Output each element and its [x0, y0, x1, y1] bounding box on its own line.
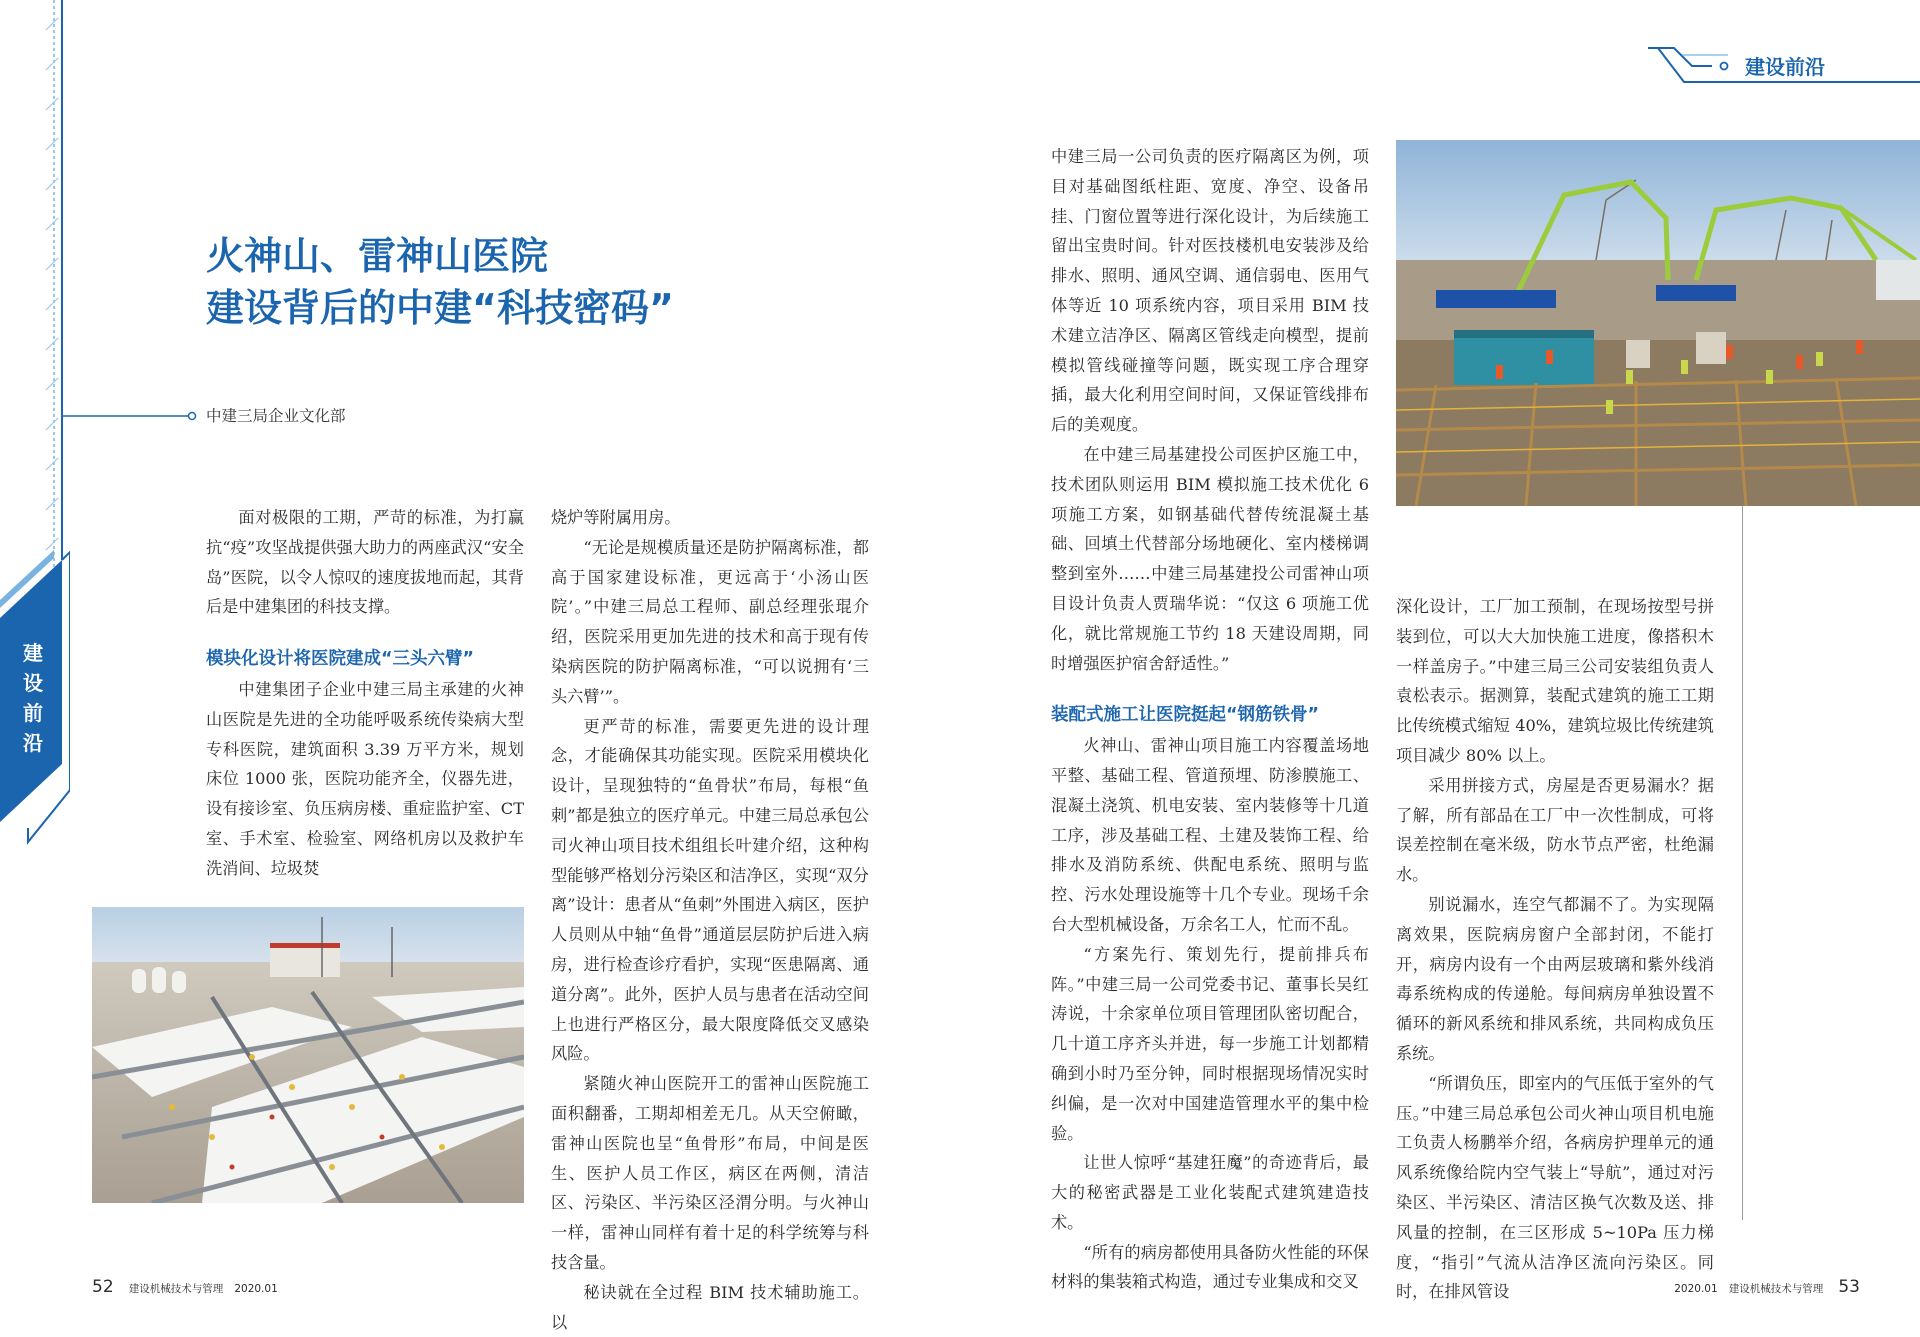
- paragraph: 在中建三局基建投公司医护区施工中，技术团队则运用 BIM 模拟施工技术优化 6 项施工方案，如钢基础代替传统混凝土基础、回填土代替部分场地硬化、室内楼梯调整到室外……中建三局基建投公司雷神山项目设计负责人贾瑞华说：“仅这 6 项施工优化，就比常规施工节约 18 天建设周期，同时增强医护宿舍舒适性。”: [1051, 444, 1369, 673]
- paragraph: “所有的病房都使用具备防火性能的环保材料的集装箱式构造，通过专业集成和交叉: [1051, 1242, 1369, 1292]
- left-footer: [92, 1277, 472, 1297]
- right-issue: 2020.01: [1674, 1283, 1718, 1295]
- side-tab-char: 设: [23, 671, 43, 695]
- side-tab-label: [15, 638, 51, 758]
- author: 中建三局企业文化部: [206, 407, 346, 425]
- article-title: [206, 230, 806, 334]
- left-page-number: 52: [92, 1277, 114, 1297]
- paragraph: 中建三局一公司负责的医疗隔离区为例，项目对基础图纸柱距、宽度、净空、设备吊挂、门窗位置等进行深化设计，为后续施工留出宝贵时间。针对医技楼机电安装涉及给排水、照明、通风空调、通信弱电、医用气体等近 10 项系统内容，项目采用 BIM 技术建立洁净区、隔离区管线走向模型，提前模拟管线碰撞等问题，既实现工序合理穿插，最大化利用空间时间，又保证管线排布后的美观度。: [1051, 147, 1369, 435]
- paragraph: “无论是规模质量还是防护隔离标准，都高于国家建设标准，更远高于‘小汤山医院’。”中建三局总工程师、副总经理张琨介绍，医院采用更加先进的技术和高于现有传染病医院的防护隔离标准，“可以说拥有‘三头六臂’”。: [551, 537, 869, 706]
- paragraph: “方案先行、策划先行，提前排兵布阵。”中建三局一公司党委书记、董事长吴红涛说，十余家单位项目管理团队密切配合，几十道工序齐头并进，每一步施工计划都精确到小时乃至分钟，同时根据现场情况实时纠偏，是一次对中国建造管理水平的集中检验。: [1051, 944, 1369, 1143]
- right-page-number: 53: [1838, 1277, 1860, 1297]
- column-1: [206, 503, 524, 884]
- photo-leishenshan-construction-site: [92, 907, 524, 1203]
- side-tab-char: 建: [23, 641, 43, 665]
- author-rule: [62, 410, 198, 422]
- paragraph: 烧炉等附属用房。: [551, 508, 681, 527]
- paragraph: 采用拼接方式，房屋是否更易漏水？据了解，所有部品在工厂中一次性制成，可将误差控制在毫米级，防水节点严密，杜绝漏水。: [1396, 775, 1714, 885]
- paragraph: 秘诀就在全过程 BIM 技术辅助施工。以: [551, 1282, 869, 1332]
- left-journal-name: 建设机械技术与管理: [128, 1283, 224, 1295]
- right-journal-name: 建设机械技术与管理: [1728, 1283, 1824, 1295]
- column-divider: [1742, 506, 1743, 1220]
- photo-huoshenshan-foundation-work: [1396, 140, 1920, 506]
- paragraph: 更严苛的标准，需要更先进的设计理念，才能确保其功能实现。医院采用模块化设计，呈现独特的“鱼骨状”布局，每根“鱼刺”都是独立的医疗单元。中建三局总承包公司火神山项目技术组组长叶建介绍，这种构型能够严格划分污染区和洁净区，实现“双分离”设计：患者从“鱼刺”外围进入病区，医护人员则从中轴“鱼骨”通道层层防护后进入病房，进行检查诊疗看护，实现“医患隔离、通道分离”。此外，医护人员与患者在活动空间上也进行严格区分，最大限度降低交叉感染风险。: [551, 716, 869, 1064]
- section-label: 建设前沿: [1745, 55, 1825, 79]
- subheading-prefab-construction: 装配式施工让医院挺起“钢筋铁骨”: [1051, 705, 1320, 726]
- right-footer: [1560, 1277, 1860, 1297]
- title-line-1: 火神山、雷神山医院: [206, 234, 549, 278]
- paragraph: 深化设计，工厂加工预制，在现场按型号拼装到位，可以大大加快施工进度，像搭积木一样盖房子。”中建三局三公司安装组负责人袁松表示。据测算，装配式建筑的施工工期比传统模式缩短 40%，建筑垃圾比传统建筑项目减少 80% 以上。: [1396, 597, 1714, 765]
- paragraph: 火神山、雷神山项目施工内容覆盖场地平整、基础工程、管道预埋、防渗膜施工、混凝土浇筑、机电安装、室内装修等十几道工序，涉及基础工程、土建及装饰工程、给排水及消防系统、供配电系统、照明与监控、污水处理设施等十几个专业。现场千余台大型机械设备，万余名工人，忙而不乱。: [1051, 736, 1369, 934]
- subheading-modular-design: 模块化设计将医院建成“三头六臂”: [206, 649, 475, 670]
- column-2: [551, 503, 869, 1337]
- paragraph: 面对极限的工期，严苛的标准，为打赢抗“疫”攻坚战提供强大助力的两座武汉“安全岛”医院，以令人惊叹的速度拔地而起，其背后是中建集团的科技支撑。: [206, 508, 524, 617]
- paragraph: 紧随火神山医院开工的雷神山医院施工面积翻番，工期却相差无几。从天空俯瞰，雷神山医院也呈“鱼骨形”布局，中间是医生、医护人员工作区，病区在两侧，清洁区、污染区、半污染区泾渭分明。与火神山一样，雷神山同样有着十足的科学统筹与科技含量。: [551, 1074, 869, 1272]
- paragraph: 让世人惊呼“基建狂魔”的奇迹背后，最大的秘密武器是工业化装配式建筑建造技术。: [1051, 1153, 1369, 1232]
- paragraph: “所谓负压，即室内的气压低于室外的气压。”中建三局总承包公司火神山项目机电施工负责人杨鹏举介绍，各病房护理单元的通风系统像给院内空气装上“导航”，通过对污染区、半污染区、清洁区换气次数及送、排风量的控制，在三区形成 5~10Pa 压力梯度，“指引”气流从洁净区流向污染区。同时，在排风管设: [1396, 1073, 1714, 1302]
- side-tab-char: 前: [23, 701, 43, 725]
- paragraph: 中建集团子企业中建三局主承建的火神山医院是先进的全功能呼吸系统传染病大型专科医院，建筑面积 3.39 万平方米，规划床位 1000 张，医院功能齐全，仪器先进，设有接诊室、负压病房楼、重症监护室、CT 室、手术室、检验室、网络机房以及救护车洗消间、垃圾焚: [206, 679, 524, 878]
- side-tab-char: 沿: [23, 731, 43, 755]
- paragraph: 别说漏水，连空气都漏不了。为实现隔离效果，医院病房窗户全部封闭，不能打开，病房内设有一个由两层玻璃和紫外线消毒系统构成的传递舱。每间病房单独设置不循环的新风系统和排风系统，共同构成负压系统。: [1396, 894, 1714, 1063]
- column-3: [1051, 142, 1369, 1297]
- left-issue: 2020.01: [234, 1283, 278, 1295]
- column-4: [1396, 592, 1714, 1307]
- title-line-2: 建设背后的中建“科技密码”: [206, 286, 674, 330]
